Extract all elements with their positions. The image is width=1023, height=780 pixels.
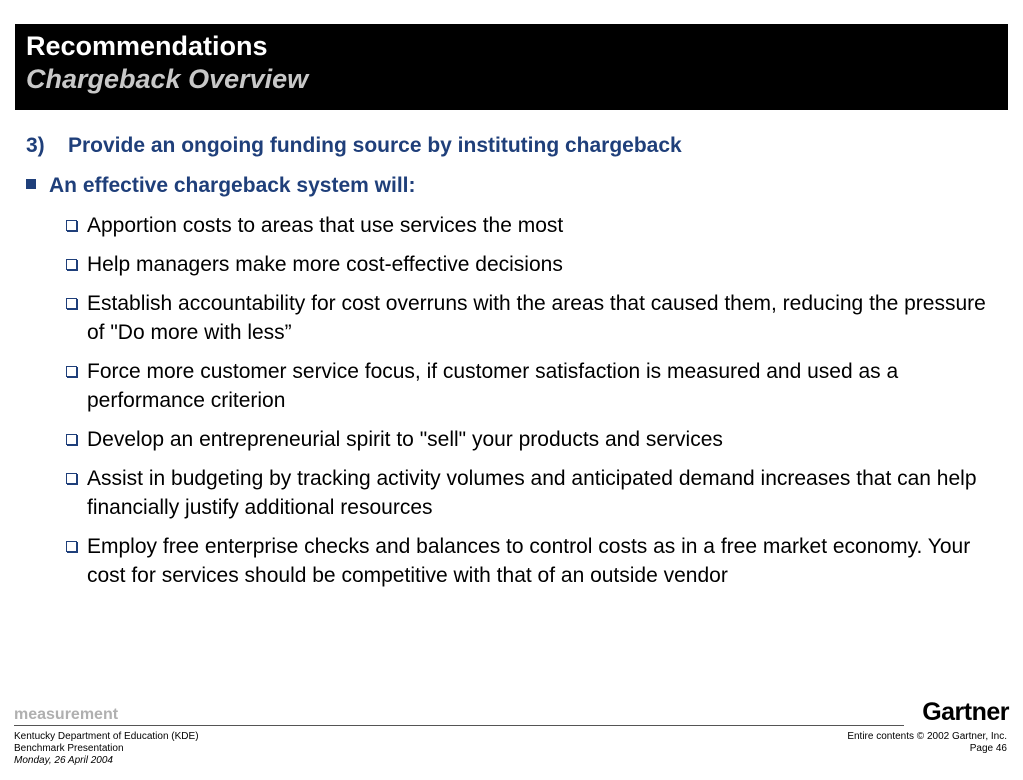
lead-text: An effective chargeback system will: — [49, 174, 416, 197]
square-bullet-icon — [26, 179, 36, 189]
checkbox-bullet-icon — [66, 366, 77, 377]
point-number: 3) — [26, 134, 45, 157]
list-item — [64, 289, 1004, 347]
list-item-text: Force more customer service focus, if customer satisfaction is measured and used as a performance criterion — [87, 360, 899, 412]
footer-date: Monday, 26 April 2004 — [14, 755, 113, 766]
list-item — [64, 250, 1004, 279]
list-item — [64, 357, 1004, 415]
slide-title: Recommendations — [26, 31, 268, 61]
list-item-text: Employ free enterprise checks and balances to control costs as in a free market economy. Your cost for services should be competitive with that of an outside vendor — [87, 535, 971, 587]
list-item-text: Apportion costs to areas that use services the most — [87, 214, 564, 237]
footer-right — [847, 731, 1007, 755]
list-item — [64, 425, 1004, 454]
slide-subtitle: Chargeback Overview — [26, 64, 309, 94]
footer-left — [14, 731, 199, 767]
gartner-logo: Gartner — [922, 698, 1009, 726]
lead-bullet — [26, 172, 416, 200]
title-bar — [15, 24, 1008, 110]
footer-divider — [14, 725, 904, 726]
point-text: Provide an ongoing funding source by instituting chargeback — [68, 134, 682, 157]
list-item-text: Assist in budgeting by tracking activity volumes and anticipated demand increases that can help financially justify additional resources — [87, 467, 977, 519]
checkbox-bullet-icon — [66, 298, 77, 309]
list-item-text: Help managers make more cost-effective decisions — [87, 253, 563, 276]
footer-presentation: Benchmark Presentation — [14, 743, 124, 754]
footer-copyright: Entire contents © 2002 Gartner, Inc. — [847, 731, 1007, 742]
list-item — [64, 211, 1004, 240]
footer-section-label: measurement — [14, 706, 119, 723]
checkbox-bullet-icon — [66, 220, 77, 231]
checkbox-bullet-icon — [66, 434, 77, 445]
list-item — [64, 464, 1004, 522]
list-item-text: Establish accountability for cost overruns with the areas that caused them, reducing the pressure of "Do more with less” — [87, 292, 986, 344]
numbered-point — [26, 132, 682, 160]
footer-org: Kentucky Department of Education (KDE) — [14, 731, 199, 742]
footer-page-number: Page 46 — [969, 743, 1007, 754]
list-item — [64, 532, 1004, 590]
checkbox-bullet-icon — [66, 259, 77, 270]
bullet-list — [64, 211, 1004, 600]
checkbox-bullet-icon — [66, 473, 77, 484]
checkbox-bullet-icon — [66, 541, 77, 552]
list-item-text: Develop an entrepreneurial spirit to "sell" your products and services — [87, 428, 723, 451]
